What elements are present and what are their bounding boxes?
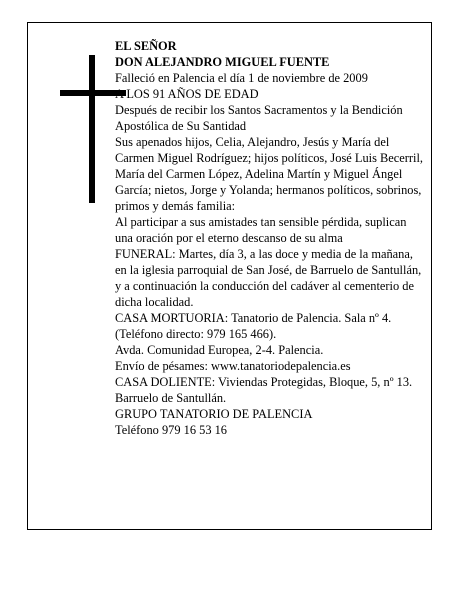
grieving-house: CASA DOLIENTE: Viviendas Protegidas, Bloque, 5, nº 13.	[115, 375, 413, 389]
funeral-group: GRUPO TANATORIO DE PALENCIA	[115, 407, 313, 421]
notice-title: EL SEÑOR	[115, 39, 177, 53]
deceased-name: DON ALEJANDRO MIGUEL FUENTE	[115, 55, 330, 69]
sacraments-line: Después de recibir los Santos Sacramentos y la Bendición Apostólica de Su Santidad	[115, 103, 403, 133]
death-line: Falleció en Palencia el día 1 de noviembre de 2009	[115, 71, 368, 85]
condolences-web: Envío de pésames: www.tanatoriodepalencia.es	[115, 359, 351, 373]
group-phone: Teléfono 979 16 53 16	[115, 423, 228, 437]
mortuary-info: CASA MORTUORIA: Tanatorio de Palencia. Sala nº 4. (Teléfono directo: 979 165 466).	[115, 311, 392, 341]
mortuary-address: Avda. Comunidad Europea, 2-4. Palencia.	[115, 343, 324, 357]
funeral-info: FUNERAL: Martes, día 3, a las doce y media de la mañana, en la iglesia parroquial de San José, de Barruelo de Santullán, y a continuación la conducción del cadáver al cementerio de dicha localidad.	[115, 247, 422, 309]
prayer-request: Al participar a sus amistades tan sensible pérdida, suplican una oración por el eterno descanso de su alma	[115, 215, 407, 245]
family-paragraph: Sus apenados hijos, Celia, Alejandro, Jesús y María del Carmen Miguel Rodríguez; hijos políticos, José Luis Becerril, María del Carmen López, Adelina Martín y Miguel Ángel García; nietos, Jorge y Yolanda; hermanos políticos, sobrinos, primos y demás familia:	[115, 135, 423, 213]
age-line: A LOS 91 AÑOS DE EDAD	[115, 87, 259, 101]
town-line: Barruelo de Santullán.	[115, 391, 227, 405]
cross-vertical-bar	[89, 55, 95, 203]
obituary-text	[115, 38, 427, 438]
